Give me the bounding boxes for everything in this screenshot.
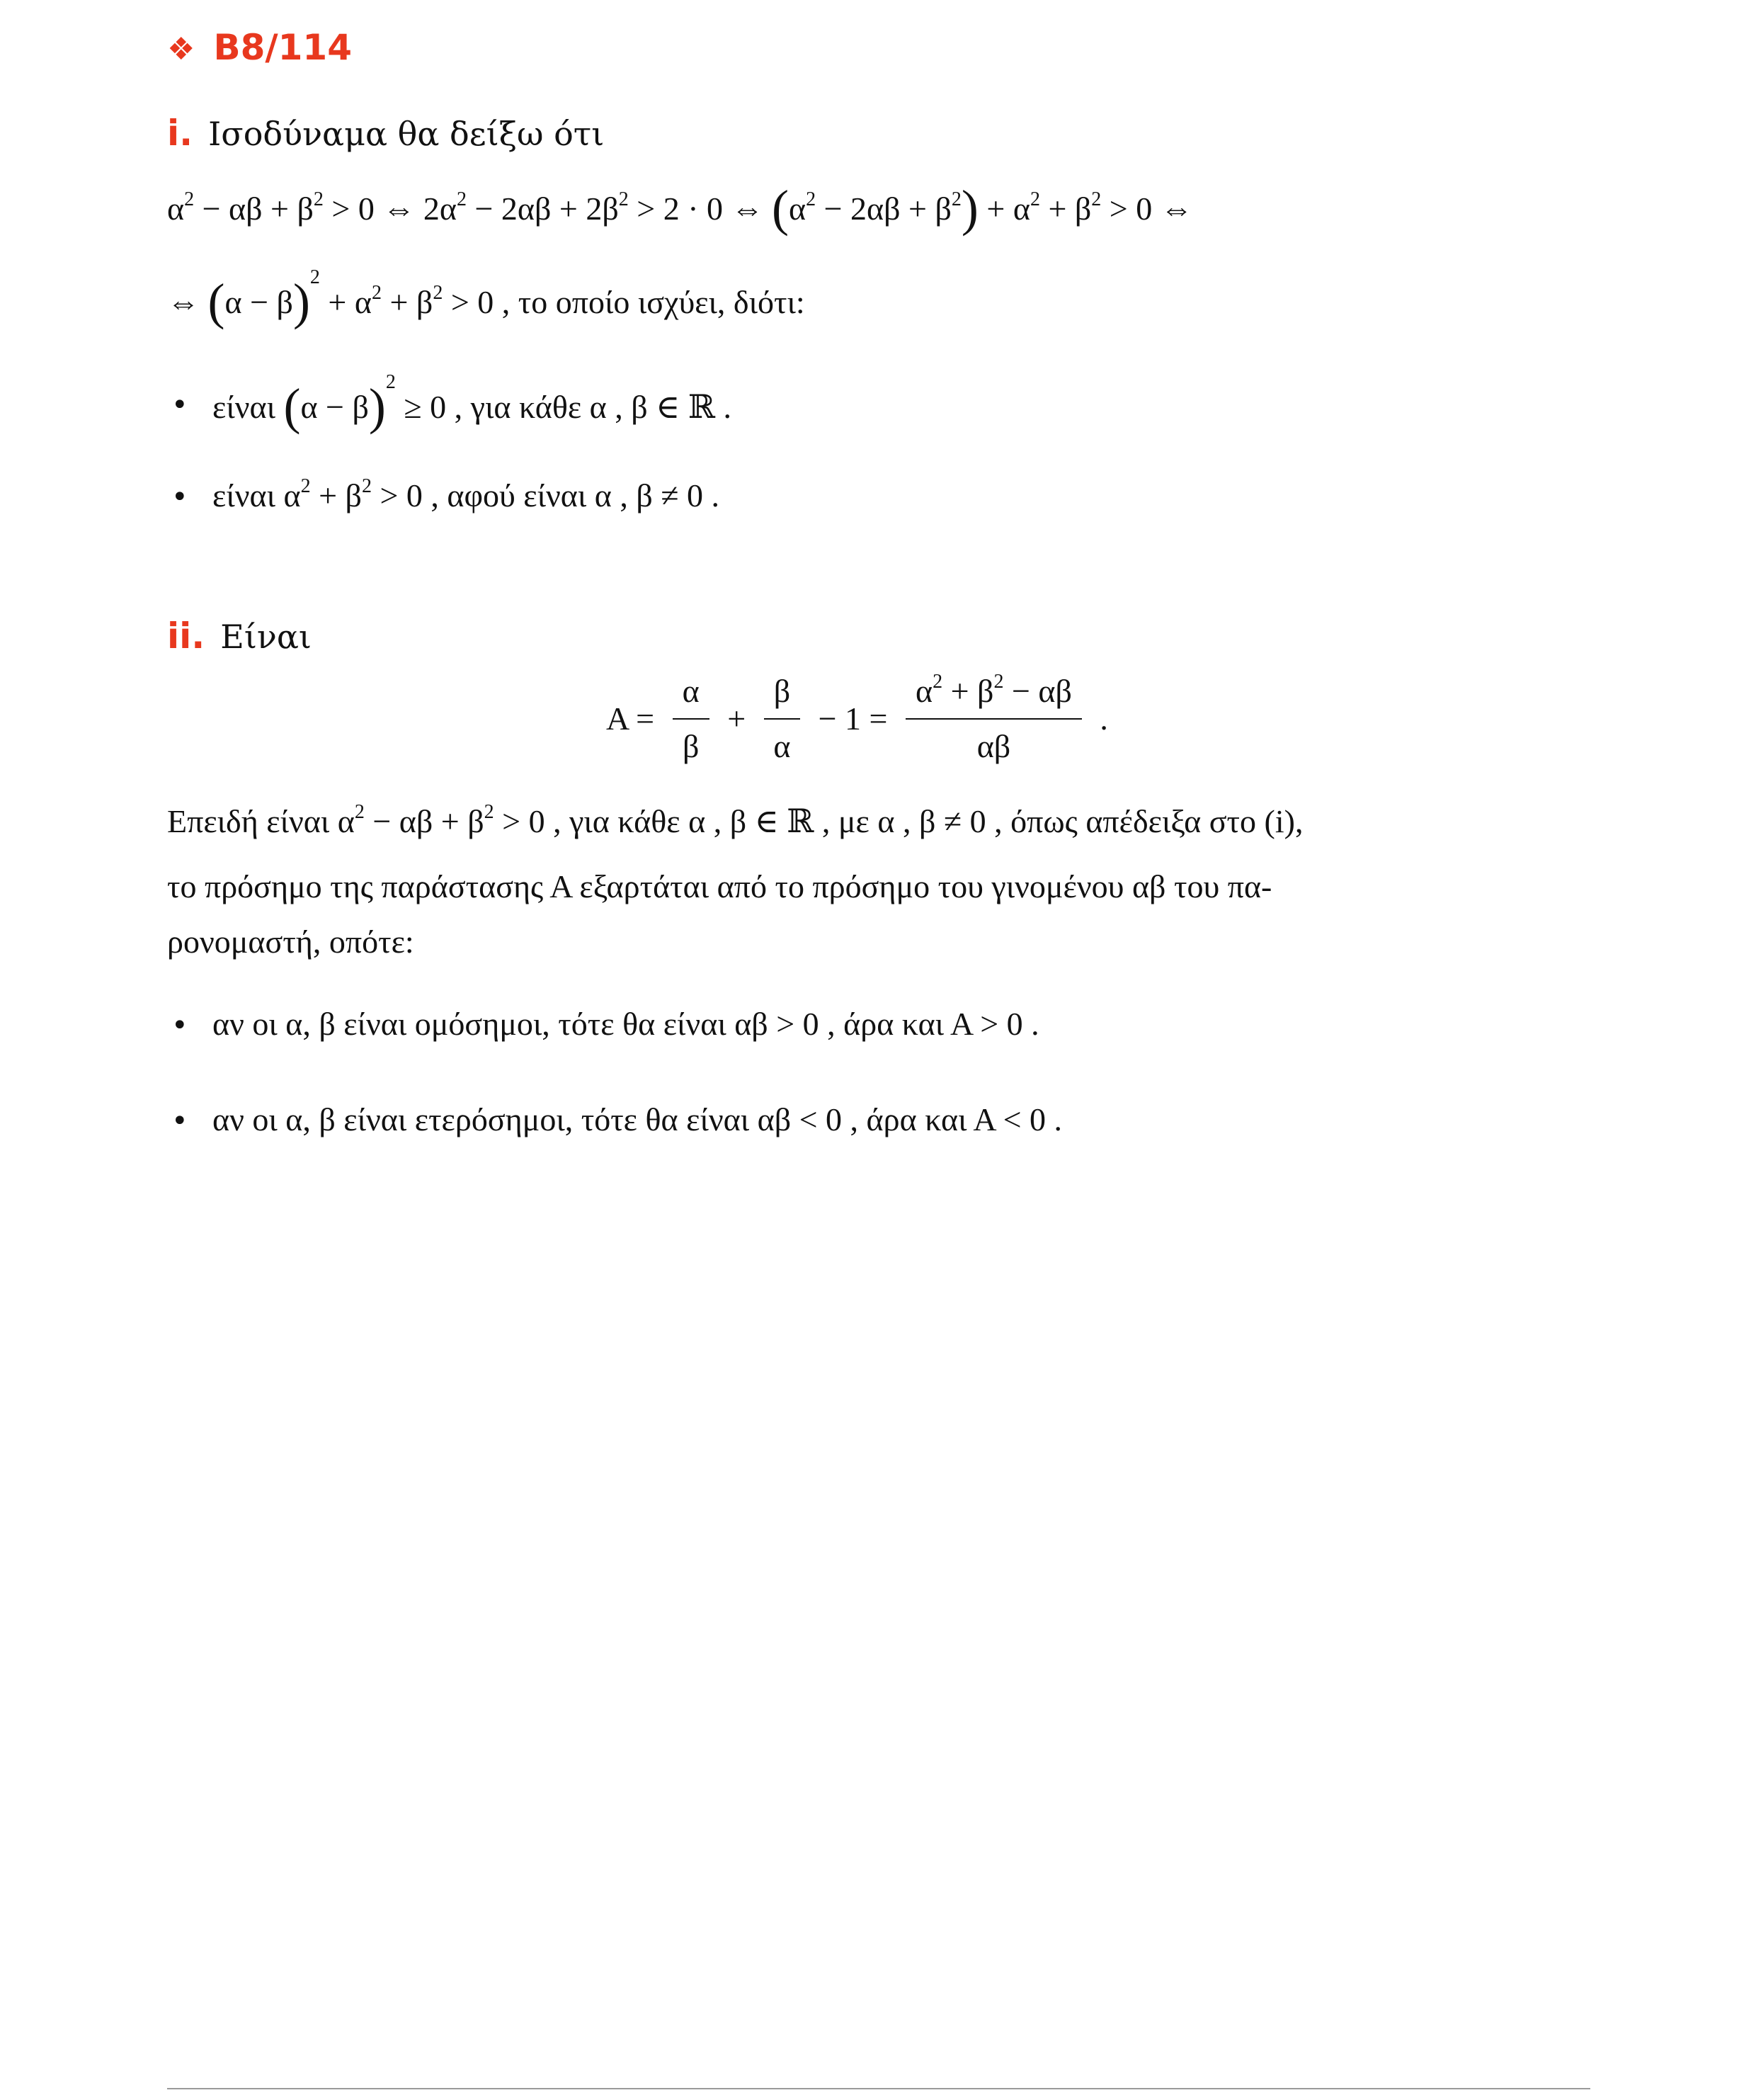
part-ii-bullet-1: αν οι α, β είναι ομόσημοι, τότε θα είναι αβ > 0 , άρα και Α > 0 .	[212, 1006, 1039, 1042]
minus-one: − 1 =	[818, 700, 888, 737]
para-text: Επειδή είναι α	[167, 803, 355, 839]
left-paren: (	[283, 378, 301, 435]
plus-sign: +	[727, 700, 746, 737]
eq2-part: + β	[381, 284, 433, 320]
fraction-a-over-b	[673, 670, 709, 768]
numerator	[906, 670, 1082, 720]
num-part: + β	[942, 673, 994, 709]
exponent: 2	[313, 188, 324, 210]
eq2-part: ⇔	[167, 284, 208, 320]
bullet-icon: •	[171, 389, 188, 421]
eq2-part: α − β	[224, 284, 293, 320]
fraction-result	[906, 670, 1082, 768]
eq2-text: , το οποίο ισχύει, διότι:	[494, 284, 805, 320]
heading-label: B8/114	[213, 27, 352, 68]
section-heading	[167, 27, 352, 68]
part-i-bullet-2	[212, 475, 719, 517]
numerator: α	[673, 670, 709, 720]
denominator: αβ	[976, 728, 1011, 764]
bullet-icon: •	[171, 1009, 188, 1042]
part-i-bullet-1	[212, 371, 731, 435]
denominator: α	[773, 728, 791, 764]
bullet-text: > 0 , αφού είναι α , β ≠ 0 .	[371, 477, 720, 513]
diamond-icon: ❖	[167, 31, 195, 67]
para-text: > 0 , για κάθε α , β ∈ ℝ , με α , β ≠ 0 , όπως απέδειξα στο (i),	[494, 803, 1304, 839]
bullet-icon: •	[171, 481, 188, 513]
part-ii-bullet-2: αν οι α, β είναι ετερόσημοι, τότε θα είναι αβ < 0 , άρα και Α < 0 .	[212, 1101, 1063, 1137]
bullet-text: ≥ 0 , για κάθε α , β ∈ ℝ .	[395, 389, 731, 425]
left-paren: (	[772, 180, 789, 237]
eq1-part: + α	[978, 191, 1030, 227]
right-paren: )	[368, 378, 386, 435]
exponent: 2	[371, 282, 382, 304]
part-i-marker: i.	[167, 113, 193, 154]
denominator: β	[682, 728, 700, 764]
eq1-part: + β	[1039, 191, 1092, 227]
eq1-part: α	[167, 191, 185, 227]
part-ii-intro-text: Είναι	[220, 618, 312, 656]
exponent: 2	[618, 188, 629, 210]
exponent: 2	[300, 475, 311, 497]
exponent: 2	[456, 188, 467, 210]
eq-lhs: Α =	[606, 700, 655, 737]
eq1-part: α	[789, 191, 806, 227]
bullet-text: + β	[310, 477, 362, 513]
eq1-part: > 0 ⇔ 2α	[323, 191, 457, 227]
equation-2	[167, 266, 805, 330]
display-equation	[606, 670, 1108, 768]
num-part: − αβ	[1003, 673, 1072, 709]
period: .	[1100, 700, 1108, 737]
eq1-part: − 2αβ + 2β	[466, 191, 619, 227]
para-text: − αβ + β	[364, 803, 484, 839]
numerator: β	[764, 670, 800, 720]
exponent: 2	[385, 371, 396, 393]
part-i-intro	[167, 112, 604, 155]
exponent: 2	[806, 188, 816, 210]
bullet-text: α − β	[300, 389, 369, 425]
bullet-icon: •	[171, 1105, 188, 1137]
exponent: 2	[933, 671, 943, 693]
part-i-intro-text: Ισοδύναμα θα δείξω ότι	[208, 115, 605, 153]
num-part: α	[915, 673, 933, 709]
exponent: 2	[993, 671, 1004, 693]
bullet-text: είναι	[212, 389, 284, 425]
part-ii-marker: ii.	[167, 615, 205, 657]
footer-rule	[167, 2088, 1590, 2089]
equation-1	[167, 180, 1193, 237]
right-paren: )	[961, 180, 979, 237]
exponent: 2	[1030, 188, 1040, 210]
eq2-part: + α	[319, 284, 372, 320]
eq1-part: − αβ + β	[194, 191, 314, 227]
eq1-part: − 2αβ + β	[816, 191, 952, 227]
bullet-text: είναι α	[212, 477, 301, 513]
exponent: 2	[361, 475, 372, 497]
eq1-part: > 2 · 0 ⇔	[628, 191, 772, 227]
exponent: 2	[484, 801, 494, 823]
paragraph-line-2: το πρόσημο της παράστασης Α εξαρτάται από το πρόσημο του γινομένου αβ του πα-	[167, 868, 1272, 904]
paragraph-line-1	[167, 800, 1303, 843]
fraction-b-over-a	[764, 670, 800, 768]
eq1-part: > 0 ⇔	[1101, 191, 1193, 227]
exponent: 2	[433, 282, 443, 304]
exponent: 2	[184, 188, 195, 210]
exponent: 2	[354, 801, 365, 823]
exponent: 2	[309, 266, 320, 288]
eq2-part: > 0	[443, 284, 494, 320]
right-paren: )	[292, 273, 310, 330]
paragraph-line-3: ρονομαστή, οπότε:	[167, 924, 414, 960]
exponent: 2	[1091, 188, 1102, 210]
part-ii-intro	[167, 615, 312, 658]
left-paren: (	[207, 273, 225, 330]
exponent: 2	[951, 188, 962, 210]
